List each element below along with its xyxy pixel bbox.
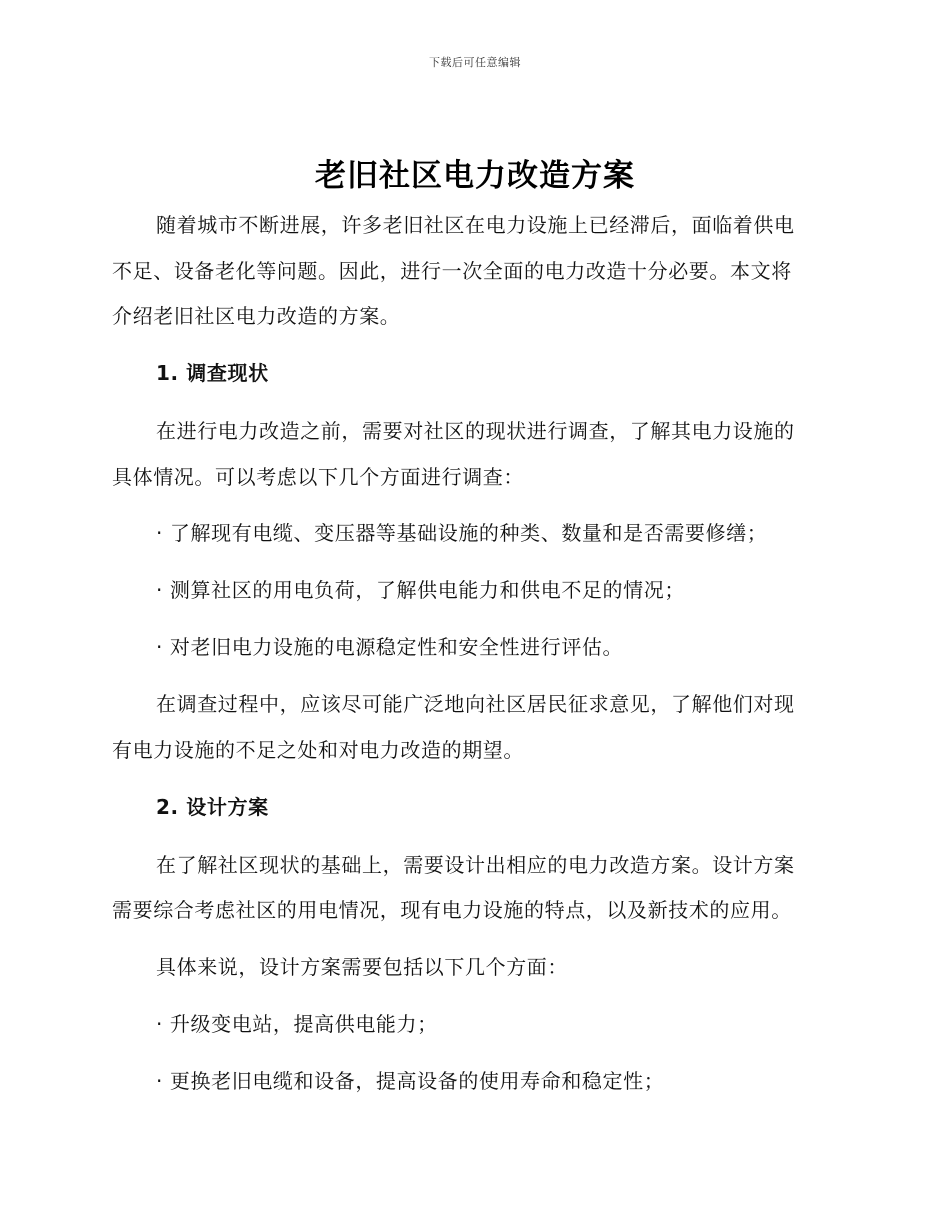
section-2-para-1-line-2: 需要综合考虑社区的用电情况，现有电力设施的特点，以及新技术的应用。 (112, 898, 792, 922)
section-1-para-2-line-1: 在调查过程中，应该尽可能广泛地向社区居民征求意见，了解他们对现 (156, 692, 795, 716)
list-item: · 测算社区的用电负荷，了解供电能力和供电不足的情况； (156, 578, 685, 602)
intro-line-2: 不足、设备老化等问题。因此，进行一次全面的电力改造十分必要。本文将 (112, 259, 792, 283)
list-item: · 升级变电站，提高供电能力； (156, 1012, 438, 1036)
list-item: · 了解现有电缆、变压器等基础设施的种类、数量和是否需要修缮； (156, 521, 768, 545)
intro-line-1: 随着城市不断进展，许多老旧社区在电力设施上已经滞后，面临着供电 (156, 213, 795, 237)
section-2-para-1-line-1: 在了解社区现状的基础上，需要设计出相应的电力改造方案。设计方案 (156, 853, 795, 877)
section-2-heading: 2. 设计方案 (156, 795, 269, 819)
section-1-para-2-line-2: 有电力设施的不足之处和对电力改造的期望。 (112, 738, 524, 762)
list-item: · 对老旧电力设施的电源稳定性和安全性进行评估。 (156, 635, 624, 659)
document-title: 老旧社区电力改造方案 (315, 158, 635, 194)
intro-line-3: 介绍老旧社区电力改造的方案。 (112, 304, 401, 328)
section-1-para-1-line-2: 具体情况。可以考虑以下几个方面进行调查： (112, 465, 524, 489)
section-2-para-2: 具体来说，设计方案需要包括以下几个方面： (156, 955, 568, 979)
section-1-para-1-line-1: 在进行电力改造之前，需要对社区的现状进行调查，了解其电力设施的 (156, 419, 795, 443)
section-1-heading: 1. 调查现状 (156, 361, 269, 385)
header-note: 下载后可任意编辑 (429, 56, 521, 69)
list-item: · 更换老旧电缆和设备，提高设备的使用寿命和稳定性； (156, 1069, 665, 1093)
